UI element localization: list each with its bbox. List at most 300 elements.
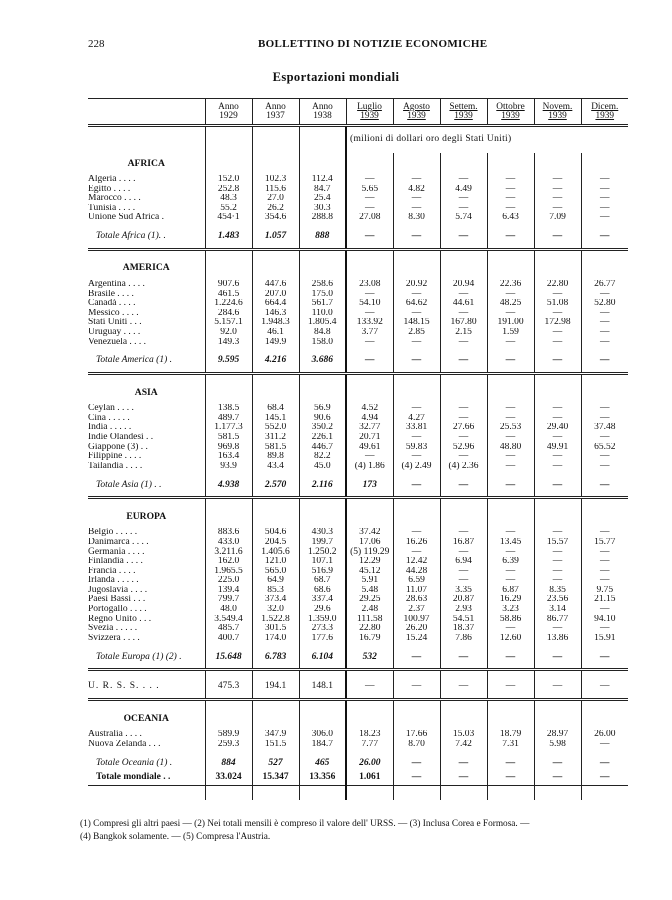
value-cell: 22.36 [487, 280, 534, 290]
row-label: Paesi Bassi . . . [88, 595, 146, 605]
value-cell: — [534, 771, 581, 786]
row-label: Jugoslavia . . . . [88, 585, 148, 595]
table-row [88, 576, 628, 586]
value-cell [252, 249, 299, 258]
column-year: 1929 [219, 111, 238, 121]
row-label: Nuova Zelanda . . . [88, 740, 161, 750]
value-cell: 7.86 [440, 634, 487, 644]
value-cell [299, 347, 346, 354]
value-cell: 13.86 [534, 634, 581, 644]
value-cell: 3.686 [299, 354, 346, 368]
spacer-row [88, 347, 628, 354]
value-cell: — [346, 290, 393, 300]
value-cell: 3.23 [487, 605, 534, 615]
value-cell [299, 168, 346, 175]
column-year: 1939 [501, 111, 520, 121]
value-cell [440, 471, 487, 478]
value-cell: — [440, 309, 487, 319]
value-cell: — [393, 757, 440, 771]
value-cell [346, 700, 393, 709]
value-cell [440, 700, 487, 709]
value-cell: 15.648 [205, 650, 252, 664]
value-cell: — [534, 404, 581, 414]
value-cell [393, 708, 440, 723]
row-label: Unione Sud Africa . [88, 213, 164, 223]
value-cell: 13.45 [487, 538, 534, 548]
header-blank [88, 99, 205, 126]
value-cell [440, 153, 487, 168]
value-cell: 3.211.6 [205, 547, 252, 557]
value-cell [346, 258, 393, 273]
value-cell [581, 785, 628, 800]
value-cell [299, 723, 346, 730]
value-cell: 5.91 [346, 576, 393, 586]
footnote-line: (4) Bangkok solamente. — (5) Compresa l'Austria. [80, 831, 271, 842]
spacer-row [88, 397, 628, 404]
row-label [88, 723, 205, 730]
value-cell: — [393, 433, 440, 443]
value-cell: 68.4 [252, 404, 299, 414]
value-cell: 273.3 [299, 624, 346, 634]
value-cell [440, 249, 487, 258]
row-label: Germania . . . . [88, 547, 145, 557]
column-month [312, 102, 333, 121]
table-row [88, 204, 628, 214]
value-cell [299, 397, 346, 404]
value-cell: — [534, 557, 581, 567]
value-cell: 883.6 [205, 528, 252, 538]
row-label: Finlandia . . . . [88, 557, 143, 567]
value-cell: 133.92 [346, 318, 393, 328]
value-cell: 465 [299, 757, 346, 771]
value-cell: — [581, 771, 628, 786]
value-cell: 16.26 [393, 538, 440, 548]
value-cell [534, 785, 581, 800]
value-cell: 259.3 [205, 740, 252, 750]
value-cell: 148.15 [393, 318, 440, 328]
value-cell [252, 498, 299, 507]
value-cell: 16.87 [440, 538, 487, 548]
value-cell: 89.8 [252, 452, 299, 462]
value-cell: — [581, 404, 628, 414]
value-cell [440, 168, 487, 175]
value-cell [252, 273, 299, 280]
value-cell: — [581, 757, 628, 771]
value-cell: — [346, 230, 393, 244]
value-cell: 68.6 [299, 586, 346, 596]
value-cell: 6.783 [252, 650, 299, 664]
value-cell: — [346, 678, 393, 694]
value-cell [581, 643, 628, 650]
total-row [88, 650, 628, 664]
value-cell [205, 168, 252, 175]
row-label: Messico . . . . [88, 308, 139, 318]
value-cell [581, 273, 628, 280]
row-label: Uruguay . . . . [88, 327, 141, 337]
value-cell [487, 273, 534, 280]
value-cell: 8.30 [393, 213, 440, 223]
value-cell [205, 700, 252, 709]
value-cell: 37.48 [581, 423, 628, 433]
value-cell: 284.6 [205, 309, 252, 319]
value-cell: 26.00 [581, 730, 628, 740]
value-cell [393, 168, 440, 175]
value-cell: 485.7 [205, 624, 252, 634]
value-cell: — [487, 452, 534, 462]
value-cell: 1.057 [252, 230, 299, 244]
value-cell [346, 785, 393, 800]
value-cell: 5.98 [534, 740, 581, 750]
value-cell: — [393, 678, 440, 694]
value-cell: — [534, 567, 581, 577]
value-cell: 565.0 [252, 567, 299, 577]
value-cell: 151.5 [252, 740, 299, 750]
value-cell [487, 670, 534, 679]
value-cell [487, 471, 534, 478]
value-cell: — [393, 290, 440, 300]
value-cell: 115.6 [252, 185, 299, 195]
value-cell [534, 723, 581, 730]
value-cell: 354.6 [252, 213, 299, 223]
value-cell [252, 153, 299, 168]
value-cell: 191.00 [487, 318, 534, 328]
value-cell: 373.4 [252, 595, 299, 605]
column-month [449, 102, 477, 121]
value-cell [487, 723, 534, 730]
value-cell: 100.97 [393, 615, 440, 625]
value-cell [252, 750, 299, 757]
value-cell: 5.48 [346, 586, 393, 596]
value-cell: 8.35 [534, 586, 581, 596]
value-cell [534, 498, 581, 507]
value-cell: — [440, 175, 487, 185]
value-cell: 15.57 [534, 538, 581, 548]
value-cell: 301.5 [252, 624, 299, 634]
column-month: Ottobre [496, 102, 525, 112]
value-cell [299, 153, 346, 168]
spacer-row [88, 249, 628, 258]
value-cell: 21.15 [581, 595, 628, 605]
value-cell: — [581, 213, 628, 223]
row-label [88, 670, 205, 679]
value-cell [534, 670, 581, 679]
row-label: Totale Oceania (1) . [96, 757, 173, 768]
value-cell: 149.9 [252, 338, 299, 348]
value-cell [534, 708, 581, 723]
value-cell [252, 397, 299, 404]
value-cell: 48.0 [205, 605, 252, 615]
value-cell: 6.94 [440, 557, 487, 567]
value-cell: — [393, 452, 440, 462]
value-cell [346, 498, 393, 507]
table-row [88, 452, 628, 462]
value-cell: 85.3 [252, 586, 299, 596]
table-row [88, 547, 628, 557]
value-cell [440, 785, 487, 800]
value-cell: 45.12 [346, 567, 393, 577]
column-header [346, 99, 393, 126]
row-label: Indie Olandesi . . [88, 432, 154, 442]
value-cell [534, 258, 581, 273]
row-label: Filippine . . . . [88, 452, 142, 462]
row-label: U. R. S. S. . . . [88, 680, 160, 691]
value-cell [581, 374, 628, 383]
value-cell: 177.6 [299, 634, 346, 644]
value-cell: 2.15 [440, 328, 487, 338]
value-cell [581, 347, 628, 354]
value-cell: 49.91 [534, 443, 581, 453]
value-cell: — [487, 771, 534, 786]
value-cell: 664.4 [252, 299, 299, 309]
region-heading [88, 258, 628, 273]
column-month [403, 102, 430, 121]
value-cell [440, 382, 487, 397]
value-cell [487, 643, 534, 650]
value-cell: — [581, 185, 628, 195]
value-cell [534, 506, 581, 521]
value-cell [487, 750, 534, 757]
value-cell: 102.3 [252, 175, 299, 185]
column-month: Anno [218, 102, 239, 112]
value-cell: — [534, 624, 581, 634]
column-month [591, 102, 618, 121]
value-cell: 3.35 [440, 586, 487, 596]
row-label: Venezuela . . . . [88, 337, 147, 347]
value-cell: 8.70 [393, 740, 440, 750]
value-cell [440, 397, 487, 404]
value-cell: — [440, 194, 487, 204]
value-cell: — [440, 528, 487, 538]
value-cell [440, 670, 487, 679]
value-cell [440, 273, 487, 280]
value-cell [393, 643, 440, 650]
value-cell: — [487, 354, 534, 368]
value-cell [534, 700, 581, 709]
table-body [88, 126, 628, 800]
value-cell [581, 750, 628, 757]
column-year: 1939 [595, 111, 615, 121]
value-cell: 516.9 [299, 567, 346, 577]
table-row [88, 213, 628, 223]
value-cell: — [440, 567, 487, 577]
value-cell [581, 723, 628, 730]
value-cell: 9.595 [205, 354, 252, 368]
value-cell: 6.43 [487, 213, 534, 223]
spacer-row [88, 750, 628, 757]
value-cell: 52.96 [440, 443, 487, 453]
value-cell: 64.9 [252, 576, 299, 586]
spacer-row [88, 273, 628, 280]
row-label [88, 785, 205, 800]
value-cell: 28.97 [534, 730, 581, 740]
value-cell: 18.37 [440, 624, 487, 634]
value-cell: 111.58 [346, 615, 393, 625]
value-cell: — [487, 462, 534, 472]
row-label [88, 700, 205, 709]
value-cell [393, 521, 440, 528]
value-cell [487, 258, 534, 273]
value-cell: 7.42 [440, 740, 487, 750]
units-blank-cell [205, 126, 252, 154]
value-cell: 48.3 [205, 194, 252, 204]
value-cell: 433.0 [205, 538, 252, 548]
table-row [88, 299, 628, 309]
value-cell: 20.94 [440, 280, 487, 290]
value-cell [487, 382, 534, 397]
column-month [265, 102, 286, 121]
value-cell: 1.59 [487, 328, 534, 338]
value-cell [346, 708, 393, 723]
value-cell: 454·1 [205, 213, 252, 223]
value-cell: 163.4 [205, 452, 252, 462]
value-cell [205, 670, 252, 679]
value-cell [346, 506, 393, 521]
value-cell: — [393, 547, 440, 557]
row-label: Tunisia . . . . [88, 203, 136, 213]
value-cell: (5) 119.29 [346, 547, 393, 557]
value-cell: 12.60 [487, 634, 534, 644]
value-cell: 5.74 [440, 213, 487, 223]
table-row [88, 586, 628, 596]
value-cell: 1.965.5 [205, 567, 252, 577]
value-cell: 68.7 [299, 576, 346, 586]
column-header [440, 99, 487, 126]
units-blank-cell [252, 126, 299, 154]
value-cell: 15.77 [581, 538, 628, 548]
value-cell: 199.7 [299, 538, 346, 548]
value-cell [346, 397, 393, 404]
value-cell [534, 374, 581, 383]
value-cell: 207.0 [252, 290, 299, 300]
value-cell: — [487, 194, 534, 204]
value-cell [393, 723, 440, 730]
value-cell [346, 273, 393, 280]
spacer-row [88, 168, 628, 175]
table-row [88, 730, 628, 740]
row-label [88, 374, 205, 383]
value-cell: 337.4 [299, 595, 346, 605]
value-cell [346, 382, 393, 397]
row-label [88, 223, 205, 230]
value-cell: 2.570 [252, 478, 299, 492]
value-cell [346, 223, 393, 230]
value-cell: 29.25 [346, 595, 393, 605]
value-cell: 33.81 [393, 423, 440, 433]
value-cell [534, 168, 581, 175]
value-cell [440, 643, 487, 650]
row-label [88, 397, 205, 404]
value-cell: 6.87 [487, 586, 534, 596]
value-cell: — [440, 757, 487, 771]
value-cell [346, 521, 393, 528]
value-cell: — [534, 328, 581, 338]
value-cell: — [534, 290, 581, 300]
value-cell [299, 249, 346, 258]
value-cell: 15.24 [393, 634, 440, 644]
value-cell: 350.2 [299, 423, 346, 433]
value-cell: 175.0 [299, 290, 346, 300]
value-cell [534, 643, 581, 650]
value-cell: 969.8 [205, 443, 252, 453]
value-cell [581, 153, 628, 168]
value-cell [346, 347, 393, 354]
row-label [88, 750, 205, 757]
value-cell [487, 708, 534, 723]
value-cell: — [534, 204, 581, 214]
region-name: AMERICA [122, 262, 170, 273]
value-cell: — [487, 175, 534, 185]
value-cell: 15.91 [581, 634, 628, 644]
row-label: Marocco . . . . [88, 194, 141, 204]
total-row [88, 478, 628, 492]
value-cell: 172.98 [534, 318, 581, 328]
spacer-row [88, 670, 628, 679]
value-cell: 64.62 [393, 299, 440, 309]
value-cell: 13.356 [299, 771, 346, 786]
row-label: Svezia . . . . . [88, 624, 138, 634]
value-cell: — [534, 433, 581, 443]
value-cell [299, 785, 346, 800]
value-cell: 7.31 [487, 740, 534, 750]
value-cell: 82.2 [299, 452, 346, 462]
value-cell: — [534, 547, 581, 557]
value-cell: 7.09 [534, 213, 581, 223]
value-cell [534, 750, 581, 757]
value-cell: 2.37 [393, 605, 440, 615]
value-cell [205, 521, 252, 528]
value-cell [252, 700, 299, 709]
value-cell [581, 506, 628, 521]
value-cell: — [393, 354, 440, 368]
value-cell: 121.0 [252, 557, 299, 567]
row-label: Regno Unito . . . [88, 614, 152, 624]
value-cell: 58.86 [487, 615, 534, 625]
value-cell: 2.48 [346, 605, 393, 615]
value-cell [252, 347, 299, 354]
grand-total-row [88, 771, 628, 786]
value-cell [440, 750, 487, 757]
value-cell [299, 643, 346, 650]
value-cell: 799.7 [205, 595, 252, 605]
footnotes [80, 818, 640, 843]
value-cell: — [581, 462, 628, 472]
value-cell: — [393, 478, 440, 492]
value-cell: — [581, 338, 628, 348]
value-cell: — [487, 650, 534, 664]
value-cell: 25.4 [299, 194, 346, 204]
region-name: ASIA [134, 386, 158, 398]
value-cell: — [487, 404, 534, 414]
value-cell: — [534, 175, 581, 185]
value-cell: 4.82 [393, 185, 440, 195]
value-cell: 5.157.1 [205, 318, 252, 328]
value-cell: — [581, 547, 628, 557]
value-cell: 148.1 [299, 678, 346, 694]
row-label: Cina . . . . . [88, 413, 130, 423]
value-cell [440, 223, 487, 230]
row-label: Ceylan . . . . [88, 404, 134, 414]
table-row [88, 740, 628, 750]
column-header [205, 99, 252, 126]
value-cell: 347.9 [252, 730, 299, 740]
value-cell: 907.6 [205, 280, 252, 290]
value-cell: — [393, 650, 440, 664]
value-cell: 45.0 [299, 462, 346, 472]
value-cell: 138.5 [205, 404, 252, 414]
value-cell: 581.5 [252, 443, 299, 453]
value-cell [299, 374, 346, 383]
table-row [88, 634, 628, 644]
